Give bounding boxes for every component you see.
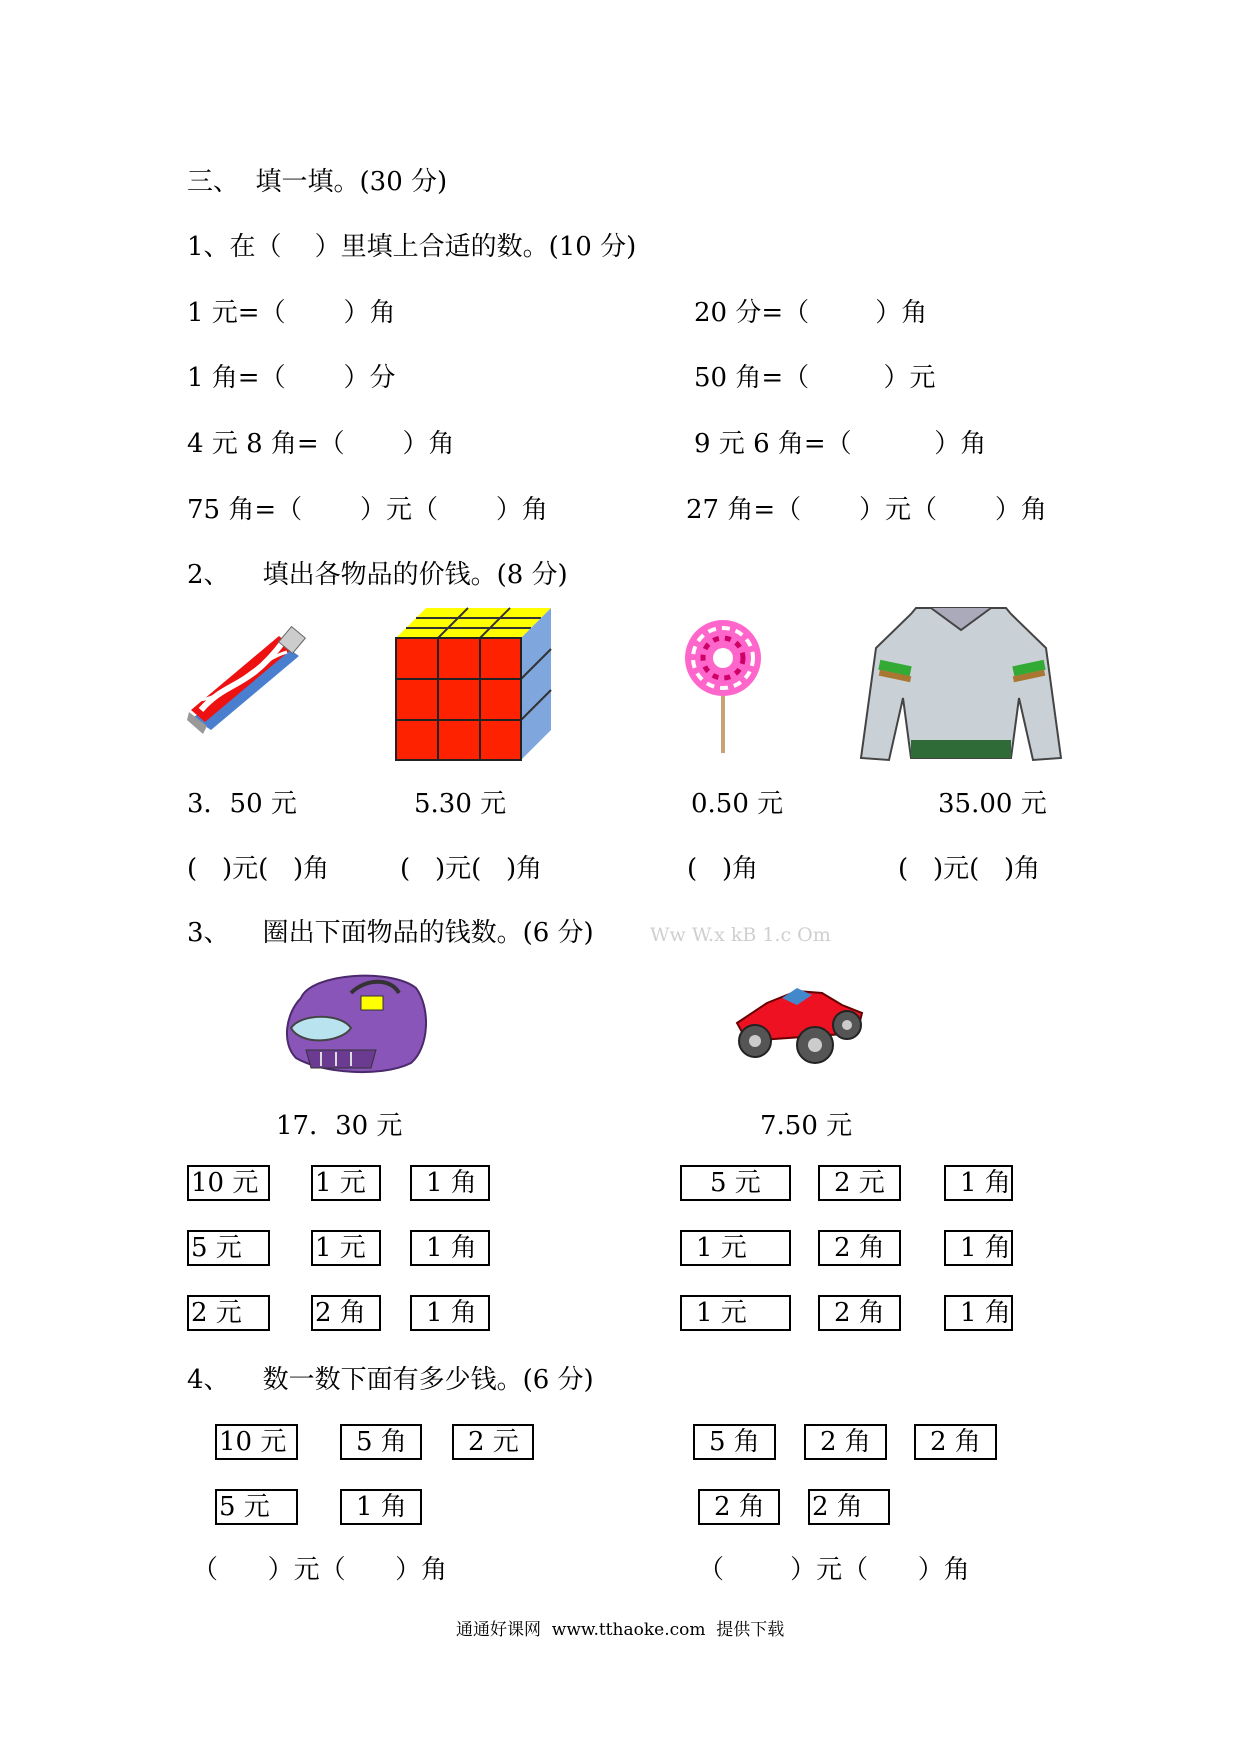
q4-right-box[interactable]: 2 角 [808, 1489, 890, 1525]
q3-right-box[interactable]: 1 角 [944, 1165, 1013, 1201]
q3-left-box[interactable]: 5 元 [187, 1230, 270, 1266]
watermark: Ww W.x kB 1.c Om [650, 924, 831, 946]
toy-car-icon [727, 983, 867, 1068]
q1-row1-left: 1 元=（ ）角 [187, 298, 396, 328]
q4-left-box[interactable]: 5 角 [340, 1424, 422, 1460]
q3-left-box[interactable]: 2 角 [311, 1295, 381, 1331]
q3-price-bag: 17．30 元 [276, 1111, 403, 1141]
q4-left-box[interactable]: 1 角 [340, 1489, 422, 1525]
q3-right-box[interactable]: 2 角 [818, 1230, 901, 1266]
q3-right-box[interactable]: 5 元 [680, 1165, 791, 1201]
q3-left-box[interactable]: 2 元 [187, 1295, 270, 1331]
toothpaste-icon [187, 630, 312, 740]
q3-right-box[interactable]: 1 角 [944, 1230, 1013, 1266]
q3-right-box[interactable]: 2 角 [818, 1295, 901, 1331]
q3-right-box[interactable]: 1 元 [680, 1230, 791, 1266]
q3-left-box[interactable]: 1 角 [410, 1230, 490, 1266]
q3-left-box[interactable]: 1 角 [410, 1295, 490, 1331]
q2-price-sweater: 35.00 元 [938, 789, 1047, 819]
lollipop-icon [683, 618, 763, 753]
q4-right-answer: （ ）元（ ）角 [698, 1555, 970, 1585]
q4-left-box[interactable]: 5 元 [215, 1489, 298, 1525]
q2-answer-sweater: ( )元( )角 [898, 854, 1041, 884]
q3-left-box[interactable]: 10 元 [187, 1165, 270, 1201]
q2-title: 2、 填出各物品的价钱。(8 分) [187, 560, 568, 590]
q3-right-box[interactable]: 1 角 [944, 1295, 1013, 1331]
q4-right-box[interactable]: 5 角 [693, 1424, 776, 1460]
q4-left-answer: （ ）元（ ）角 [192, 1555, 448, 1585]
q1-title: 1、在（ ）里填上合适的数。(10 分) [187, 232, 637, 262]
q2-price-lollipop: 0.50 元 [691, 789, 784, 819]
q1-row3-right: 9 元 6 角=（ ）角 [694, 429, 987, 459]
q3-price-car: 7.50 元 [760, 1111, 853, 1141]
q1-row4-right: 27 角=（ ）元（ ）角 [686, 495, 1047, 525]
q4-left-box[interactable]: 10 元 [215, 1424, 298, 1460]
q1-row4-left: 75 角=（ ）元（ ）角 [187, 495, 548, 525]
rubiks-cube-icon [396, 608, 551, 763]
q4-right-box[interactable]: 2 角 [698, 1489, 780, 1525]
q2-answer-toothpaste: ( )元( )角 [187, 854, 330, 884]
q3-left-box[interactable]: 1 元 [311, 1165, 381, 1201]
q2-answer-cube: ( )元( )角 [400, 854, 543, 884]
q2-answer-lollipop: ( )角 [687, 854, 759, 884]
q1-row3-left: 4 元 8 角=（ ）角 [187, 429, 455, 459]
section-title: 三、 填一填。(30 分) [187, 167, 448, 197]
q1-row2-right: 50 角=（ ）元 [694, 363, 936, 393]
q3-left-box[interactable]: 1 角 [410, 1165, 490, 1201]
q3-left-box[interactable]: 1 元 [311, 1230, 381, 1266]
school-bag-icon [281, 968, 431, 1073]
q4-right-box[interactable]: 2 角 [914, 1424, 997, 1460]
q3-right-box[interactable]: 1 元 [680, 1295, 791, 1331]
q1-row2-left: 1 角=（ ）分 [187, 363, 396, 393]
footer-source: 通通好课网 www.tthaoke.com 提供下载 [456, 1620, 785, 1640]
q2-price-toothpaste: 3．50 元 [187, 789, 297, 819]
q4-right-box[interactable]: 2 角 [804, 1424, 887, 1460]
q4-left-box[interactable]: 2 元 [452, 1424, 534, 1460]
q1-row1-right: 20 分=（ ）角 [694, 298, 928, 328]
q4-title: 4、 数一数下面有多少钱。(6 分) [187, 1365, 594, 1395]
sweater-icon [861, 608, 1061, 768]
q3-title: 3、 圈出下面物品的钱数。(6 分) [187, 918, 594, 948]
q2-price-cube: 5.30 元 [414, 789, 507, 819]
q3-right-box[interactable]: 2 元 [818, 1165, 901, 1201]
